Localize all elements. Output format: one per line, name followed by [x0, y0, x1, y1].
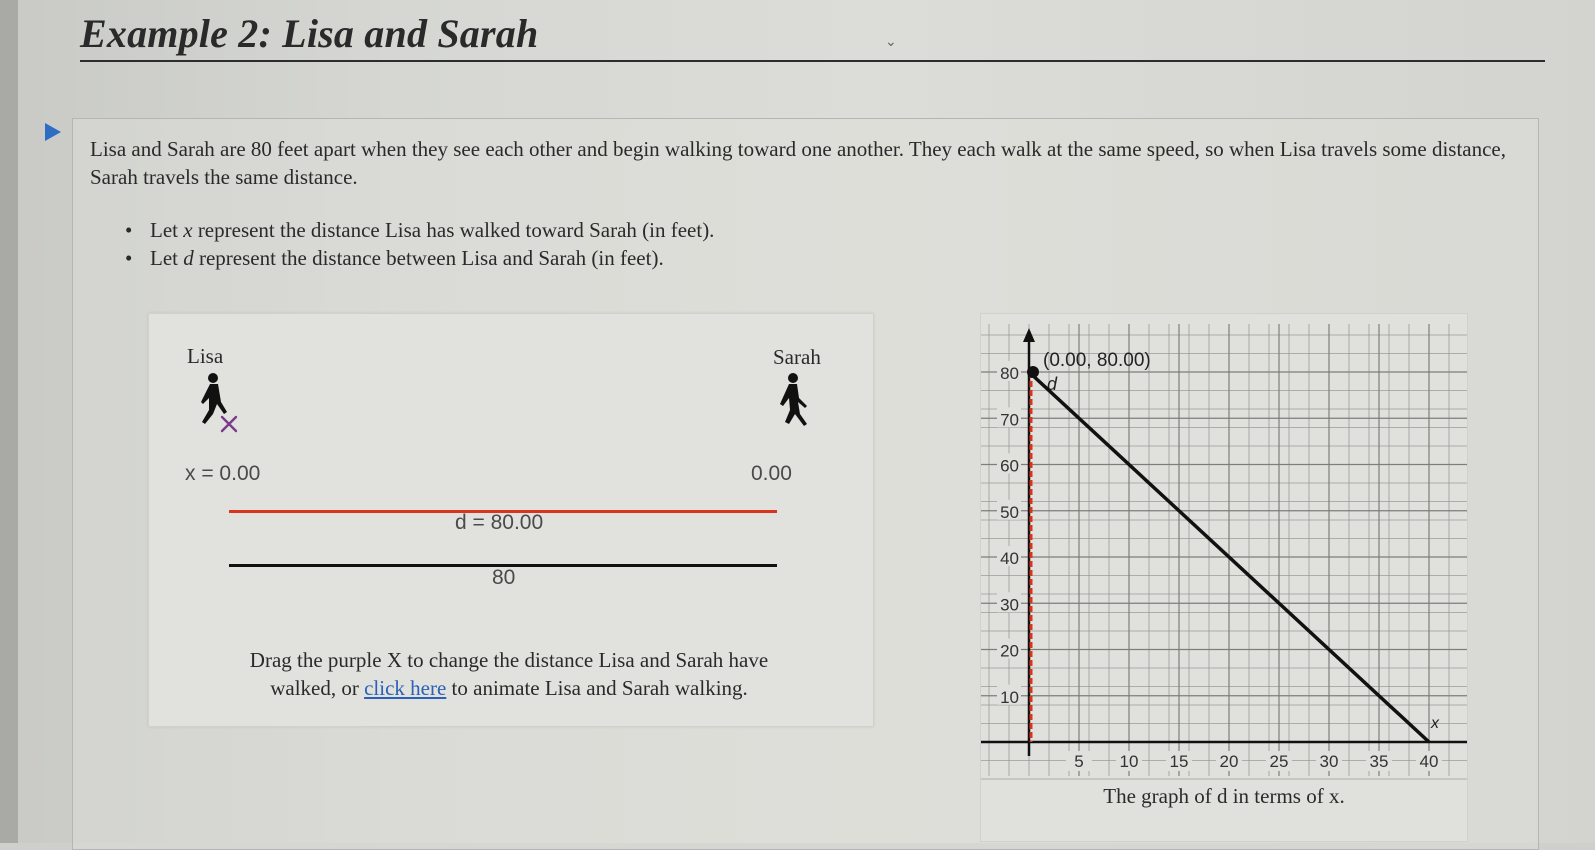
list-item: [125, 244, 714, 272]
chevron-down-icon: ⌄: [885, 34, 897, 50]
window-edge: [0, 0, 18, 843]
x-axis-label: x: [1431, 715, 1439, 732]
d-vs-x-chart: [981, 314, 1467, 784]
x-tick-label: 5: [1074, 752, 1084, 771]
x-readout: x = 0.00: [185, 462, 261, 485]
data-point: [1027, 366, 1039, 378]
bullet-text: Let: [150, 218, 184, 242]
y-tick-label: 70: [1000, 410, 1019, 430]
lisa-label: Lisa: [187, 344, 224, 368]
graph-caption: The graph of d in terms of x.: [1103, 784, 1345, 808]
x-tick-label: 20: [1219, 752, 1239, 771]
title-divider: [80, 60, 1545, 62]
page-title: Example 2: Lisa and Sarah: [80, 11, 539, 56]
list-item: [125, 216, 714, 244]
graph-card: [980, 313, 1468, 842]
y-tick-label: 30: [1000, 595, 1019, 615]
d-readout: d = 80.00: [455, 511, 544, 534]
total-distance-label: 80: [492, 566, 516, 589]
variable-x: x: [183, 218, 193, 242]
instruction-line-1: Drag the purple X to change the distance Lisa and Sarah have: [249, 648, 769, 672]
variable-d: d: [183, 246, 194, 270]
x-tick-label: 25: [1269, 752, 1289, 771]
variable-list: [125, 216, 714, 272]
bullet-text: represent the distance Lisa has walked toward Sarah (in feet).: [192, 218, 715, 242]
x-tick-label: 10: [1119, 752, 1139, 771]
x-tick-label: 35: [1369, 752, 1389, 771]
y-tick-label: 40: [1000, 549, 1019, 568]
intro-paragraph: Lisa and Sarah are 80 feet apart when they see each other and begin walking toward one another. They each walk at the same speed, so when Lisa travels some distance, Sarah travels the same distance.: [90, 137, 1507, 189]
drag-handle-x[interactable]: [219, 414, 239, 434]
y-tick-label: 10: [1000, 687, 1019, 707]
bullet-text: Let: [150, 246, 184, 270]
y-tick-label: 80: [1000, 364, 1019, 383]
data-point-label: (0.00, 80.00): [1043, 350, 1151, 371]
sarah-label: Sarah: [773, 345, 821, 369]
bullet-text: represent the distance between Lisa and Sarah (in feet).: [193, 246, 664, 270]
walking-simulation: [148, 313, 874, 727]
sarah-walker-icon: [769, 372, 815, 436]
x-tick-label: 15: [1169, 752, 1189, 771]
x-tick-label: 30: [1319, 752, 1339, 771]
instructions: [189, 646, 829, 702]
x-tick-label: 40: [1419, 752, 1439, 771]
y-axis-label: d: [1047, 374, 1058, 394]
play-icon[interactable]: [45, 123, 61, 141]
instruction-text: walked, or: [270, 676, 365, 700]
animate-link[interactable]: click here: [364, 676, 447, 700]
y-tick-label: 50: [1000, 502, 1019, 522]
sarah-distance-readout: 0.00: [751, 462, 792, 485]
instruction-text: to animate Lisa and Sarah walking.: [446, 676, 748, 700]
instruction-line-2: [189, 674, 829, 702]
y-tick-label: 20: [1000, 641, 1019, 661]
y-tick-label: 60: [1000, 456, 1019, 476]
